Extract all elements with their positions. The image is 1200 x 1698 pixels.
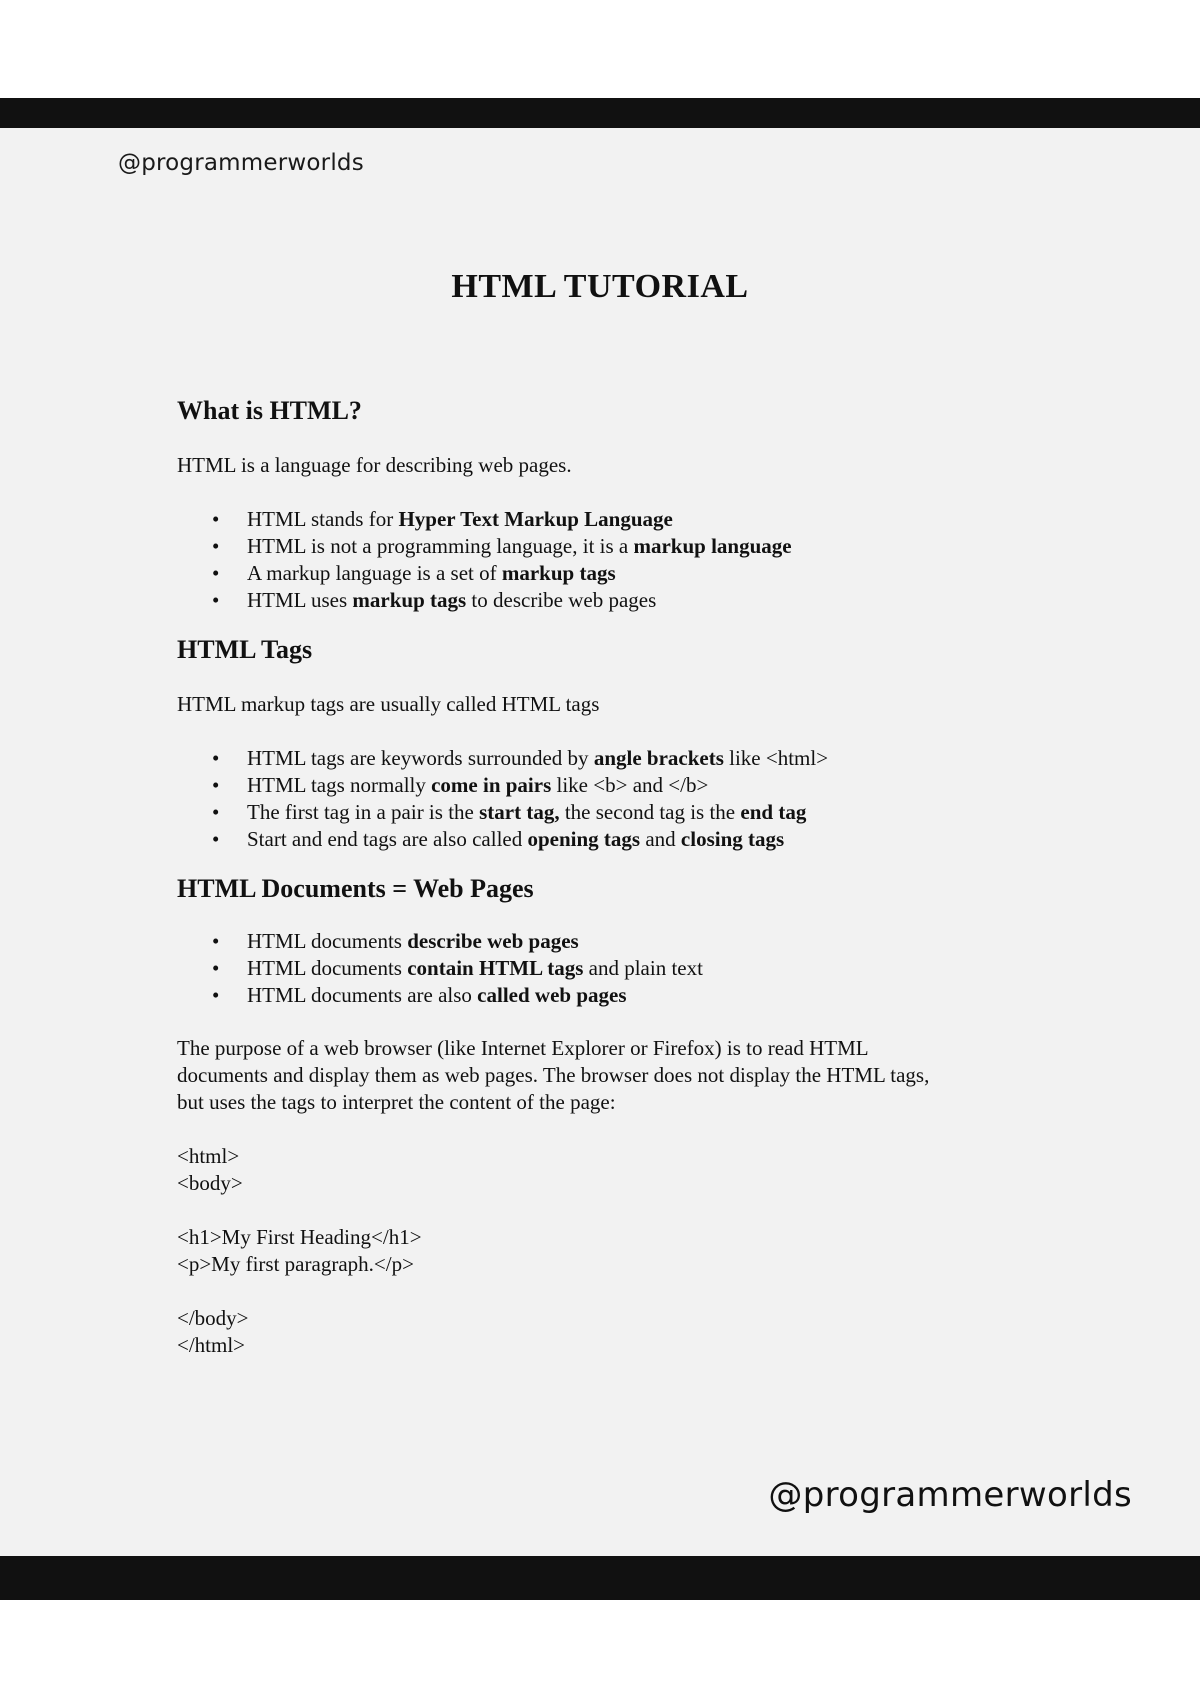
- section-heading-html-tags: HTML Tags: [177, 635, 313, 664]
- bullet-list-html-tags: [177, 745, 1057, 853]
- section-intro-html-tags: HTML markup tags are usually called HTML tags: [177, 692, 600, 716]
- code-line: <html>: [177, 1144, 240, 1168]
- list-item: • HTML documents contain HTML tags and plain text: [212, 956, 703, 980]
- watermark-top: @programmerworlds: [118, 150, 364, 176]
- list-item: • HTML documents are also called web pages: [212, 983, 627, 1007]
- code-line: </body>: [177, 1306, 249, 1330]
- section-intro-what-is-html: HTML is a language for describing web pages.: [177, 453, 572, 477]
- list-item: • Start and end tags are also called opening tags and closing tags: [212, 827, 785, 851]
- paragraph-line: The purpose of a web browser (like Internet Explorer or Firefox) is to read HTML: [177, 1036, 869, 1060]
- section-heading-what-is-html: What is HTML?: [177, 396, 362, 425]
- document-title: HTML TUTORIAL: [451, 268, 749, 305]
- code-line: <h1>My First Heading</h1>: [177, 1225, 422, 1249]
- browser-paragraph: [177, 1035, 1057, 1116]
- bullet-list-what-is-html: [177, 506, 1057, 614]
- code-line: <p>My first paragraph.</p>: [177, 1252, 414, 1276]
- document-content: [177, 395, 1057, 1359]
- list-item: • HTML tags are keywords surrounded by angle brackets like <html>: [212, 746, 829, 770]
- bullet-list-html-documents: [177, 928, 1057, 1009]
- code-example: [177, 1143, 1057, 1359]
- list-item: • The first tag in a pair is the start tag, the second tag is the end tag: [212, 800, 807, 824]
- list-item: • HTML uses markup tags to describe web pages: [212, 588, 657, 612]
- bottom-margin: [0, 1600, 1200, 1698]
- paragraph-line: but uses the tags to interpret the content of the page:: [177, 1090, 616, 1114]
- list-item: • HTML is not a programming language, it is a markup language: [212, 534, 792, 558]
- list-item: • A markup language is a set of markup tags: [212, 561, 616, 585]
- paragraph-line: documents and display them as web pages. The browser does not display the HTML tags,: [177, 1063, 930, 1087]
- code-line: </html>: [177, 1333, 246, 1357]
- bottom-black-bar: [0, 1556, 1200, 1600]
- list-item: • HTML tags normally come in pairs like <b> and </b>: [212, 773, 709, 797]
- section-heading-html-documents: HTML Documents = Web Pages: [177, 874, 534, 903]
- top-black-bar: [0, 98, 1200, 128]
- list-item: • HTML documents describe web pages: [212, 929, 579, 953]
- list-item: • HTML stands for Hyper Text Markup Language: [212, 507, 673, 531]
- top-margin: [0, 0, 1200, 98]
- code-line: <body>: [177, 1171, 243, 1195]
- watermark-bottom: @programmerworlds: [768, 1475, 1132, 1515]
